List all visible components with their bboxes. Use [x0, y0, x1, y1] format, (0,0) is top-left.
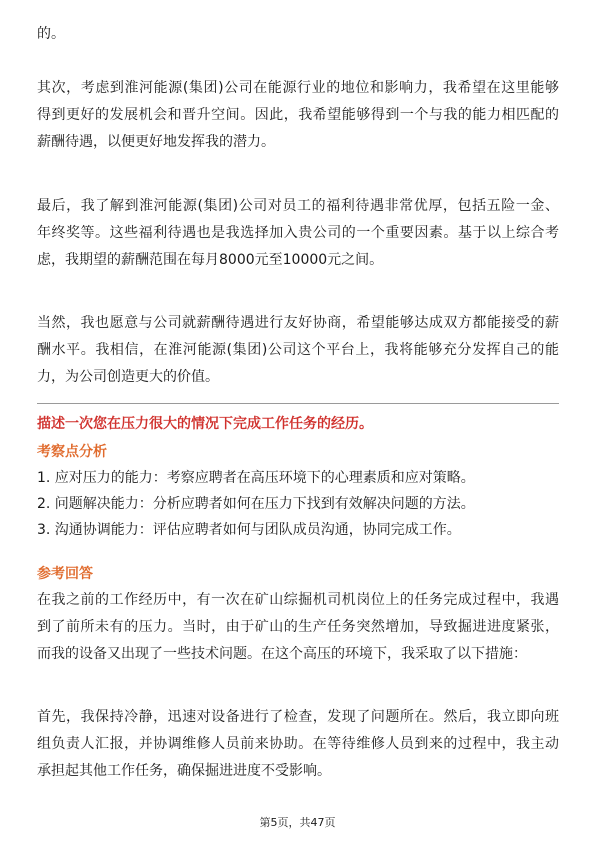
paragraph-answer-actions [37, 704, 559, 785]
paragraph-answer-intro [37, 587, 559, 668]
text-line: 年终奖等。这些福利待遇也是我选择加入贵公司的一个重要因素。基于以上综合考 [37, 225, 559, 241]
text-line: 而我的设备又出现了一些技术问题。在这个高压的环境下，我采取了以下措施： [37, 646, 527, 662]
text-line: 其次，考虑到淮河能源(集团)公司在能源行业的地位和影响力，我希望在这里能够 [37, 80, 559, 96]
analysis-heading: 考察点分析 [37, 444, 107, 460]
analysis-item: 1. 应对压力的能力：考察应聘者在高压环境下的心理素质和应对策略。 [37, 470, 475, 486]
page-number: 第5页，共47页 [259, 816, 336, 829]
text-line: 的。 [37, 26, 65, 42]
section-divider [37, 403, 559, 404]
analysis-item: 2. 问题解决能力：分析应聘者如何在压力下找到有效解决问题的方法。 [37, 496, 475, 512]
text-line: 最后，我了解到淮河能源(集团)公司对员工的福利待遇非常优厚，包括五险一金、 [37, 198, 559, 214]
paragraph-development [37, 75, 559, 156]
text-line: 到了前所未有的压力。当时，由于矿山的生产任务突然增加，导致掘进进度紧张， [37, 619, 559, 635]
text-line: 酬水平。我相信，在淮河能源(集团)公司这个平台上，我将能够充分发挥自己的能 [37, 342, 559, 358]
text-line: 在我之前的工作经历中，有一次在矿山综掘机司机岗位上的任务完成过程中，我遇 [37, 592, 559, 608]
text-line: 承担起其他工作任务，确保掘进进度不受影响。 [37, 763, 331, 779]
answer-heading: 参考回答 [37, 566, 93, 582]
text-line: 得到更好的发展机会和晋升空间。因此，我希望能够得到一个与我的能力相匹配的 [37, 107, 559, 123]
text-line: 首先，我保持冷静，迅速对设备进行了检查，发现了问题所在。然后，我立即向班 [37, 709, 559, 725]
paragraph-continuation [37, 21, 559, 48]
text-line: 当然，我也愿意与公司就薪酬待遇进行友好协商，希望能够达成双方都能接受的薪 [37, 315, 559, 331]
interview-question: 描述一次您在压力很大的情况下完成工作任务的经历。 [37, 416, 373, 432]
analysis-item: 3. 沟通协调能力：评估应聘者如何与团队成员沟通，协同完成工作。 [37, 522, 461, 538]
text-line: 组负责人汇报，并协调维修人员前来协助。在等待维修人员到来的过程中，我主动 [37, 736, 559, 752]
text-line: 薪酬待遇，以便更好地发挥我的潜力。 [37, 134, 275, 150]
paragraph-benefits [37, 193, 559, 274]
text-line: 虑，我期望的薪酬范围在每月8000元至10000元之间。 [37, 252, 384, 268]
text-line: 力，为公司创造更大的价值。 [37, 369, 219, 385]
paragraph-negotiation [37, 310, 559, 391]
